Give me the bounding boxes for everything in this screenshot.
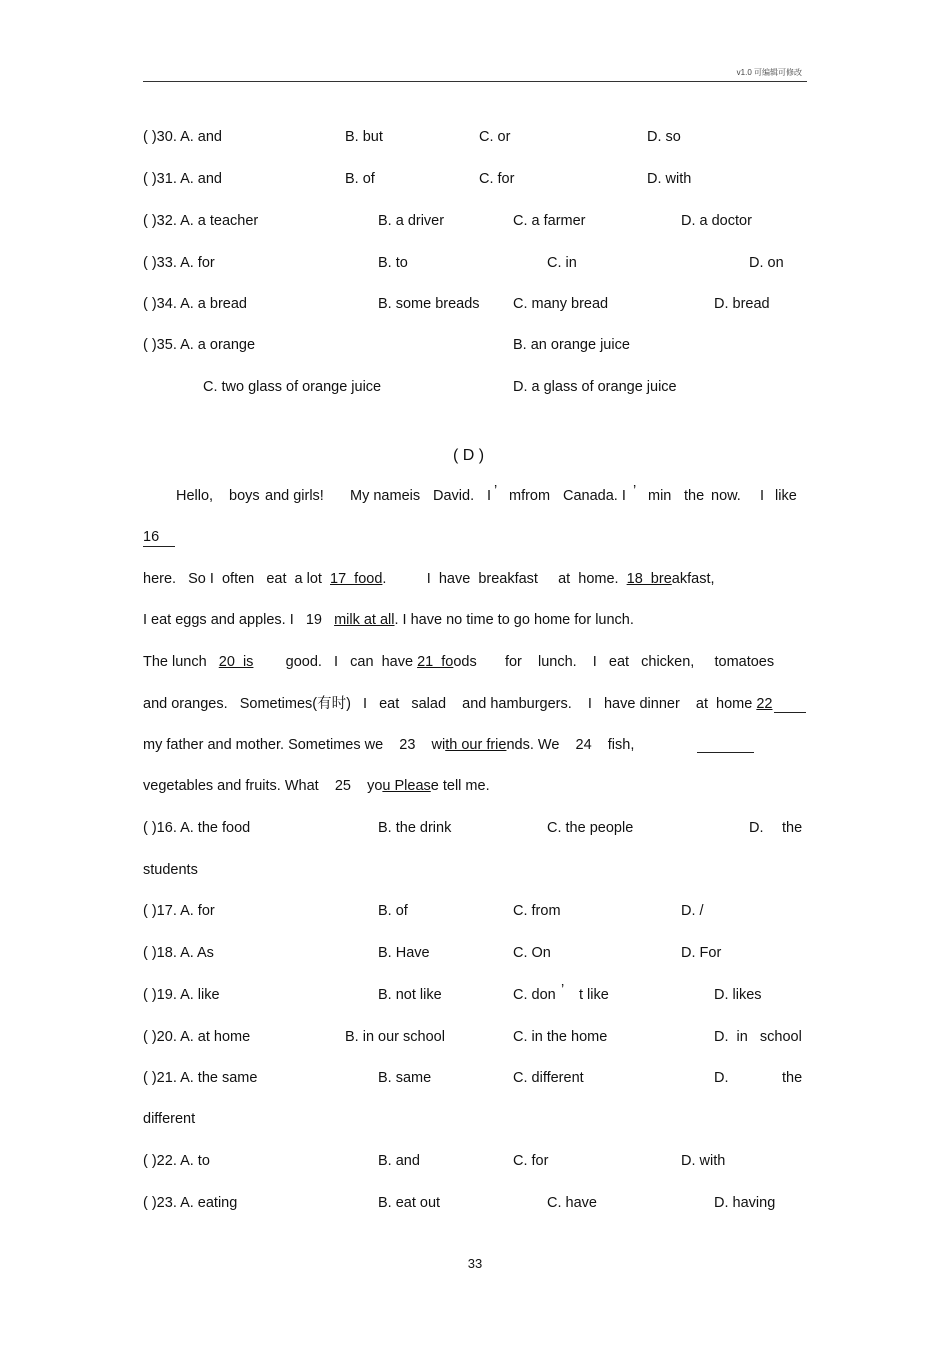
q18-option-b: B. Have (378, 945, 430, 961)
blank-16-underline (143, 546, 175, 547)
section-title: ( D ) (452, 447, 485, 464)
q30-option-c: C. or (479, 129, 511, 145)
q31-option-d: D. with (647, 171, 692, 187)
passage-line-4: I eat eggs and apples. I 19 milk at all. I have no time to go home for lunch. (143, 612, 634, 628)
q16-option-c: C. the people (547, 820, 634, 836)
q20-option-c: C. in the home (513, 1029, 608, 1045)
q31-stem: ( )31. A. and (143, 171, 222, 187)
passage-word: like (775, 488, 797, 504)
q19-option-c: C. don (513, 987, 556, 1003)
q18-stem: ( )18. A. As (143, 945, 214, 961)
passage-word: Hello, (176, 488, 214, 504)
passage-line-6: and oranges. Sometimes(有时) I eat salad and hamburgers. I have dinner at home 22 (143, 696, 773, 712)
q19-option-b: B. not like (378, 987, 442, 1003)
blank-20: 20 is (218, 654, 254, 670)
q21-stem: ( )21. A. the same (143, 1070, 258, 1086)
passage-line-7: my father and mother. Sometimes we 23 with our friends. We 24 fish, (143, 737, 635, 753)
q21-option-b: B. same (378, 1070, 432, 1086)
q32-option-c: C. a farmer (513, 213, 586, 229)
q16-option-d-word: the (782, 820, 803, 836)
header-version-tag: v1.0 可编辑可修改 (736, 68, 802, 77)
q21-option-d: D. (714, 1070, 729, 1086)
q17-stem: ( )17. A. for (143, 903, 215, 919)
q34-option-b: B. some breads (378, 296, 480, 312)
q23-stem: ( )23. A. eating (143, 1195, 238, 1211)
q22-option-d: D. with (681, 1153, 726, 1169)
q32-stem: ( )32. A. a teacher (143, 213, 259, 229)
passage-word: now. (711, 488, 741, 504)
q16-option-b: B. the drink (378, 820, 452, 836)
q35-option-c: C. two glass of orange juice (203, 379, 382, 395)
q22-stem: ( )22. A. to (143, 1153, 210, 1169)
q31-option-c: C. for (479, 171, 515, 187)
blank-18: 18 bre (626, 571, 672, 587)
q21-option-d-word: the (782, 1070, 803, 1086)
q20-stem: ( )20. A. at home (143, 1029, 251, 1045)
passage-word: ’ (633, 483, 637, 499)
q17-option-d: D. / (681, 903, 704, 919)
q17-option-b: B. of (378, 903, 408, 919)
q23-option-c: C. have (547, 1195, 597, 1211)
header-rule (143, 81, 807, 82)
passage-line-3: here. So I often eat a lot 17 food. I have breakfast at home. 18 breakfast, (143, 571, 715, 587)
blank-22-underline (774, 712, 806, 713)
q35-option-d: D. a glass of orange juice (513, 379, 677, 395)
q19-option-c-rest: t like (579, 987, 609, 1003)
q33-option-d: D. on (749, 255, 784, 271)
q31-option-b: B. of (345, 171, 375, 187)
q22-option-b: B. and (378, 1153, 420, 1169)
q16-option-d-cont: students (143, 862, 198, 878)
q17-option-c: C. from (513, 903, 561, 919)
passage-line-8: vegetables and fruits. What 25 you Please tell me. (143, 778, 490, 794)
q20-option-b: B. in our school (345, 1029, 445, 1045)
passage-word: min (648, 488, 672, 504)
q30-option-b: B. but (345, 129, 383, 145)
q18-option-d: D. For (681, 945, 722, 961)
passage-word: mfrom (509, 488, 551, 504)
blank-19: milk at all (334, 612, 395, 628)
passage-word: My nameis (350, 488, 421, 504)
passage-word: and girls! (265, 488, 324, 504)
passage-word: the (684, 488, 705, 504)
q33-option-b: B. to (378, 255, 408, 271)
q34-stem: ( )34. A. a bread (143, 296, 247, 312)
passage-word: I (760, 488, 765, 504)
q20-option-d: D. in school (714, 1029, 802, 1045)
q30-option-d: D. so (647, 129, 681, 145)
blank-22: 22 (756, 696, 773, 712)
q19-option-c-apostrophe: ’ (561, 982, 565, 998)
q33-option-c: C. in (547, 255, 577, 271)
q30-stem: ( )30. A. and (143, 129, 222, 145)
q34-option-c: C. many bread (513, 296, 609, 312)
q32-option-b: B. a driver (378, 213, 445, 229)
passage-word: boys (229, 488, 260, 504)
q16-option-d: D. (749, 820, 764, 836)
q22-option-c: C. for (513, 1153, 549, 1169)
q16-stem: ( )16. A. the food (143, 820, 251, 836)
passage-word: Canada. I (563, 488, 626, 504)
q21-option-c: C. different (513, 1070, 584, 1086)
passage-word: ’ (494, 483, 498, 499)
q23-option-b: B. eat out (378, 1195, 441, 1211)
blank-17: 17 food (330, 571, 383, 587)
q21-option-d-cont: different (143, 1111, 196, 1127)
q34-option-d: D. bread (714, 296, 770, 312)
passage-word: I (487, 488, 492, 504)
q35-stem: ( )35. A. a orange (143, 337, 256, 353)
q23-option-d: D. having (714, 1195, 776, 1211)
page-number: 33 (467, 1256, 483, 1271)
q19-stem: ( )19. A. like (143, 987, 220, 1003)
passage-line-5: The lunch 20 is good. I can have 21 foods for lunch. I eat chicken, tomatoes (143, 654, 775, 670)
blank-line (697, 752, 754, 753)
q18-option-c: C. On (513, 945, 551, 961)
q33-stem: ( )33. A. for (143, 255, 215, 271)
q32-option-d: D. a doctor (681, 213, 752, 229)
blank-16: 16 (143, 529, 160, 545)
blank-21: 21 fo (417, 654, 454, 670)
q35-option-b: B. an orange juice (513, 337, 630, 353)
q19-option-d: D. likes (714, 987, 762, 1003)
passage-word: David. (433, 488, 475, 504)
